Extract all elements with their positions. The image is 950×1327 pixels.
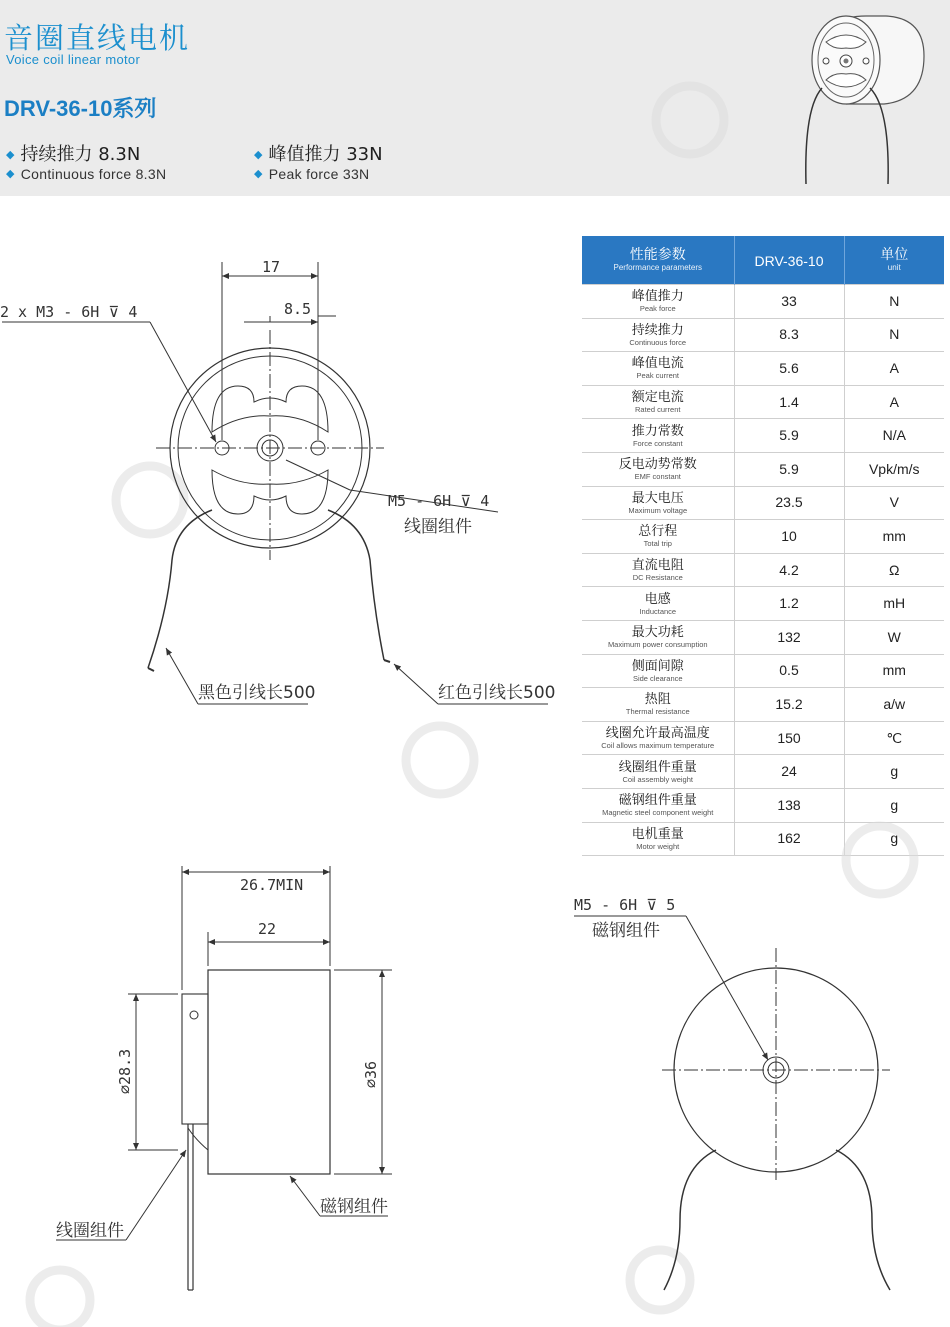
unit-cell: g — [844, 788, 944, 822]
coil-assembly-side-label: 线圈组件 — [56, 1221, 124, 1241]
param-name-en: Total trip — [643, 539, 672, 549]
param-name-en: Coil allows maximum temperature — [601, 741, 715, 751]
param-name-en: Continuous force — [629, 337, 687, 347]
value-cell: 23.5 — [734, 486, 844, 520]
param-name-en: EMF constant — [634, 472, 681, 482]
unit-cell: g — [844, 755, 944, 789]
unit-cell: N/A — [844, 419, 944, 453]
value-cell: 0.5 — [734, 654, 844, 688]
value-cell: 5.9 — [734, 419, 844, 453]
page-subtitle: Voice coil linear motor — [6, 52, 141, 67]
header-param: 性能参数 Performance parameters — [582, 236, 734, 285]
unit-cell: W — [844, 620, 944, 654]
param-name-cn: 最大功耗 — [631, 625, 684, 641]
param-name-cn: 最大电压 — [631, 490, 684, 506]
value-cell: 150 — [734, 721, 844, 755]
param-name-cn: 线圈组件重量 — [618, 759, 697, 775]
diamond-bullet-icon: ◆ — [254, 168, 263, 180]
param-name-cn: 持续推力 — [631, 322, 684, 338]
param-name-en: Motor weight — [636, 841, 680, 851]
value-cell: 4.2 — [734, 553, 844, 587]
param-name-en: Rated current — [635, 405, 681, 415]
param-name-cn: 额定电流 — [631, 390, 684, 406]
unit-cell: g — [844, 822, 944, 856]
param-name-cn: 电机重量 — [631, 826, 684, 842]
unit-cell: A — [844, 385, 944, 419]
value-cell: 138 — [734, 788, 844, 822]
param-name-cn: 峰值电流 — [631, 356, 684, 372]
feature-peak: ◆ 峰值推力 33N ◆ Peak force 33N — [254, 144, 383, 182]
value-cell: 5.9 — [734, 452, 844, 486]
value-cell: 33 — [734, 285, 844, 319]
watermark — [30, 86, 914, 1327]
unit-cell: N — [844, 285, 944, 319]
feature-continuous: ◆ 持续推力 8.3N ◆ Continuous force 8.3N — [6, 144, 167, 182]
dim-d28-3: ∅28.3 — [116, 1048, 134, 1094]
param-name-cn: 电感 — [644, 591, 671, 607]
value-cell: 10 — [734, 520, 844, 554]
unit-cell: mH — [844, 587, 944, 621]
value-cell: 8.3 — [734, 318, 844, 352]
back-hole-m5-label: M5 - 6H ⊽ 5 — [574, 896, 676, 914]
param-name-en: Coil assembly weight — [622, 774, 693, 784]
param-name-en: Thermal resistance — [625, 707, 690, 717]
hole-m5-label: M5 - 6H ⊽ 4 — [388, 492, 490, 510]
value-cell: 162 — [734, 822, 844, 856]
value-cell: 15.2 — [734, 688, 844, 722]
diamond-bullet-icon: ◆ — [254, 148, 263, 161]
header-unit: 单位 unit — [844, 236, 944, 285]
param-name-en: Force constant — [632, 438, 683, 448]
dim-26-7: 26.7MIN — [240, 876, 304, 894]
param-name-cn: 侧面间隙 — [631, 658, 684, 674]
value-cell: 1.4 — [734, 385, 844, 419]
dim-22: 22 — [258, 920, 277, 938]
header-model: DRV-36-10 — [734, 236, 844, 285]
diamond-bullet-icon: ◆ — [6, 168, 15, 180]
param-name-en: Maximum voltage — [628, 505, 688, 515]
page-title: 音圈直线电机 — [4, 21, 191, 55]
param-name-cn: 总行程 — [638, 524, 678, 540]
param-name-en: Peak current — [636, 371, 680, 381]
unit-cell: V — [844, 486, 944, 520]
param-name-cn: 热阻 — [644, 692, 671, 708]
param-name-cn: 磁钢组件重量 — [618, 793, 697, 809]
param-name-cn: 反电动势常数 — [618, 457, 697, 473]
param-name-en: Side clearance — [632, 673, 683, 683]
value-cell: 24 — [734, 755, 844, 789]
dim-17: 17 — [262, 258, 281, 276]
back-view — [574, 916, 890, 1290]
unit-cell: Ω — [844, 553, 944, 587]
unit-cell: mm — [844, 654, 944, 688]
front-view — [2, 262, 548, 704]
unit-cell: N — [844, 318, 944, 352]
param-name-cn: 线圈允许最高温度 — [605, 726, 710, 742]
value-cell: 1.2 — [734, 587, 844, 621]
param-name-en: Magnetic steel component weight — [602, 808, 714, 818]
unit-cell: A — [844, 352, 944, 386]
coil-assembly-label: 线圈组件 — [404, 517, 472, 537]
diamond-bullet-icon: ◆ — [6, 148, 15, 161]
dim-d36: ∅36 — [362, 1060, 380, 1088]
magnet-assembly-label: 磁钢组件 — [320, 1197, 388, 1217]
param-name-en: Maximum power consumption — [607, 640, 708, 650]
black-lead-label: 黑色引线长500 — [198, 683, 316, 703]
dim-8-5: 8.5 — [284, 300, 312, 318]
param-name-en: Peak force — [639, 304, 676, 314]
back-magnet-label: 磁钢组件 — [592, 921, 660, 941]
model-series: DRV-36-10系列 — [4, 96, 157, 121]
param-name-cn: 推力常数 — [631, 423, 684, 439]
value-cell: 132 — [734, 620, 844, 654]
red-lead-label: 红色引线长500 — [438, 683, 556, 703]
unit-cell: mm — [844, 520, 944, 554]
unit-cell: ℃ — [844, 721, 944, 755]
param-name-en: DC Resistance — [632, 573, 683, 583]
value-cell: 5.6 — [734, 352, 844, 386]
param-name-cn: 直流电阻 — [631, 558, 684, 574]
unit-cell: Vpk/m/s — [844, 452, 944, 486]
hole-m3-label: 2 x M3 - 6H ⊽ 4 — [0, 303, 138, 321]
param-name-cn: 峰值推力 — [631, 289, 684, 305]
param-name-en: Inductance — [639, 606, 677, 616]
unit-cell: a/w — [844, 688, 944, 722]
